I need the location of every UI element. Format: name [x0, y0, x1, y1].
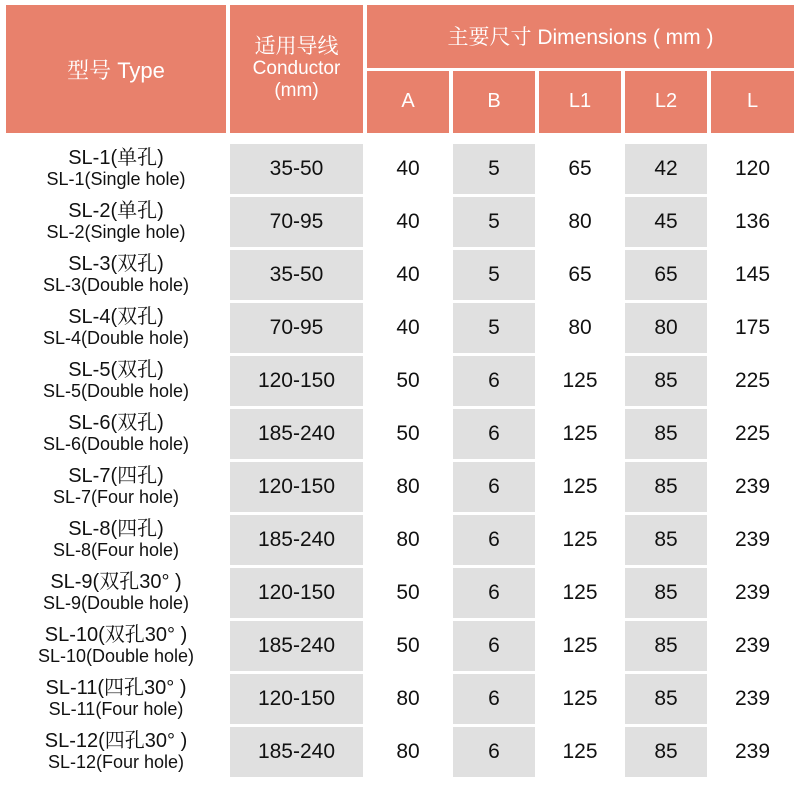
- cell-l2: 85: [625, 674, 707, 724]
- model-name-en: SL-2(Single hole): [46, 222, 186, 242]
- cell-l1: 125: [539, 409, 621, 459]
- cell-a: 80: [367, 674, 449, 724]
- cell-conductor: 70-95: [230, 303, 363, 353]
- cell-l: 145: [711, 250, 794, 300]
- cell-l1: 125: [539, 674, 621, 724]
- cell-l1: 125: [539, 621, 621, 671]
- table-row: [6, 356, 794, 406]
- cell-model: [6, 250, 226, 300]
- header-conductor-en: Conductor: [252, 58, 341, 79]
- model-name-cn: SL-7(四孔): [68, 465, 164, 487]
- cell-a: 40: [367, 197, 449, 247]
- cell-b: 6: [453, 462, 535, 512]
- cell-model: [6, 515, 226, 565]
- cell-model: [6, 568, 226, 618]
- cell-conductor: 185-240: [230, 409, 363, 459]
- header-col-l1: L1: [539, 71, 621, 134]
- cell-conductor: 120-150: [230, 356, 363, 406]
- cell-l2: 85: [625, 409, 707, 459]
- table-row: [6, 409, 794, 459]
- cell-l2: 45: [625, 197, 707, 247]
- header-conductor-unit: (mm): [274, 80, 319, 101]
- cell-conductor: 70-95: [230, 197, 363, 247]
- model-name-cn: SL-3(双孔): [68, 253, 164, 275]
- cell-b: 6: [453, 356, 535, 406]
- model-name-en: SL-12(Four hole): [47, 752, 185, 772]
- cell-conductor: 120-150: [230, 462, 363, 512]
- cell-l: 239: [711, 568, 794, 618]
- cell-l2: 85: [625, 515, 707, 565]
- cell-conductor: 185-240: [230, 621, 363, 671]
- cell-a: 80: [367, 462, 449, 512]
- model-name-cn: SL-9(双孔30° ): [50, 571, 182, 593]
- header-col-a: A: [367, 71, 449, 134]
- table-row: [6, 621, 794, 671]
- cell-l: 175: [711, 303, 794, 353]
- cell-l1: 125: [539, 356, 621, 406]
- cell-l2: 85: [625, 621, 707, 671]
- cell-conductor: 35-50: [230, 250, 363, 300]
- cell-l2: 85: [625, 568, 707, 618]
- header-col-l: L: [711, 71, 794, 134]
- cell-model: [6, 674, 226, 724]
- cell-model: [6, 356, 226, 406]
- spec-table: [2, 2, 798, 780]
- cell-model: [6, 409, 226, 459]
- cell-l: 239: [711, 727, 794, 777]
- table-row: [6, 674, 794, 724]
- model-name-en: SL-11(Four hole): [48, 699, 184, 719]
- model-name-en: SL-6(Double hole): [42, 434, 190, 454]
- cell-a: 40: [367, 250, 449, 300]
- cell-model: [6, 144, 226, 194]
- cell-b: 6: [453, 568, 535, 618]
- header-col-b: B: [453, 71, 535, 134]
- model-name-cn: SL-12(四孔30° ): [44, 730, 188, 752]
- model-name-cn: SL-11(四孔30° ): [45, 677, 187, 699]
- cell-model: [6, 303, 226, 353]
- cell-l2: 85: [625, 356, 707, 406]
- model-name-cn: SL-10(双孔30° ): [44, 624, 188, 646]
- cell-a: 80: [367, 515, 449, 565]
- cell-l1: 65: [539, 144, 621, 194]
- cell-a: 50: [367, 621, 449, 671]
- cell-conductor: 185-240: [230, 515, 363, 565]
- cell-l1: 65: [539, 250, 621, 300]
- model-name-en: SL-8(Four hole): [52, 540, 180, 560]
- table-row: [6, 144, 794, 194]
- cell-l2: 65: [625, 250, 707, 300]
- model-name-en: SL-9(Double hole): [42, 593, 190, 613]
- cell-l: 239: [711, 621, 794, 671]
- cell-b: 6: [453, 515, 535, 565]
- cell-conductor: 185-240: [230, 727, 363, 777]
- cell-model: [6, 621, 226, 671]
- cell-l: 225: [711, 356, 794, 406]
- cell-l2: 42: [625, 144, 707, 194]
- cell-a: 50: [367, 356, 449, 406]
- header-conductor: [230, 5, 363, 133]
- cell-conductor: 120-150: [230, 674, 363, 724]
- model-name-en: SL-4(Double hole): [42, 328, 190, 348]
- cell-l: 136: [711, 197, 794, 247]
- cell-l1: 125: [539, 462, 621, 512]
- table-row: [6, 303, 794, 353]
- cell-b: 5: [453, 303, 535, 353]
- cell-b: 5: [453, 144, 535, 194]
- cell-a: 50: [367, 409, 449, 459]
- cell-l: 239: [711, 515, 794, 565]
- table-row: [6, 250, 794, 300]
- spec-table-body: [6, 144, 794, 777]
- cell-b: 5: [453, 250, 535, 300]
- cell-l: 225: [711, 409, 794, 459]
- header-dimensions: 主要尺寸 Dimensions ( mm ): [367, 5, 794, 68]
- cell-b: 6: [453, 727, 535, 777]
- cell-l2: 85: [625, 462, 707, 512]
- cell-a: 80: [367, 727, 449, 777]
- table-row: [6, 462, 794, 512]
- cell-l1: 125: [539, 515, 621, 565]
- cell-model: [6, 462, 226, 512]
- cell-a: 40: [367, 303, 449, 353]
- table-row: [6, 197, 794, 247]
- cell-l1: 125: [539, 727, 621, 777]
- cell-b: 6: [453, 621, 535, 671]
- model-name-cn: SL-4(双孔): [68, 306, 164, 328]
- table-row: [6, 568, 794, 618]
- header-type: 型号 Type: [6, 5, 226, 133]
- cell-model: [6, 727, 226, 777]
- model-name-en: SL-10(Double hole): [37, 646, 195, 666]
- cell-l2: 85: [625, 727, 707, 777]
- cell-l: 120: [711, 144, 794, 194]
- cell-l1: 125: [539, 568, 621, 618]
- model-name-en: SL-1(Single hole): [46, 169, 186, 189]
- model-name-cn: SL-5(双孔): [68, 359, 164, 381]
- model-name-en: SL-7(Four hole): [52, 487, 180, 507]
- cell-model: [6, 197, 226, 247]
- cell-b: 5: [453, 197, 535, 247]
- cell-a: 40: [367, 144, 449, 194]
- cell-l2: 80: [625, 303, 707, 353]
- cell-l1: 80: [539, 303, 621, 353]
- cell-l1: 80: [539, 197, 621, 247]
- cell-a: 50: [367, 568, 449, 618]
- table-row: [6, 515, 794, 565]
- cell-conductor: 120-150: [230, 568, 363, 618]
- model-name-cn: SL-2(单孔): [68, 200, 164, 222]
- cell-b: 6: [453, 674, 535, 724]
- cell-b: 6: [453, 409, 535, 459]
- header-col-l2: L2: [625, 71, 707, 134]
- model-name-cn: SL-1(单孔): [68, 147, 164, 169]
- model-name-en: SL-3(Double hole): [42, 275, 190, 295]
- cell-l: 239: [711, 674, 794, 724]
- header-conductor-cn: 适用导线: [254, 35, 339, 58]
- cell-conductor: 35-50: [230, 144, 363, 194]
- table-row: [6, 727, 794, 777]
- model-name-cn: SL-6(双孔): [68, 412, 164, 434]
- model-name-en: SL-5(Double hole): [42, 381, 190, 401]
- cell-l: 239: [711, 462, 794, 512]
- model-name-cn: SL-8(四孔): [68, 518, 164, 540]
